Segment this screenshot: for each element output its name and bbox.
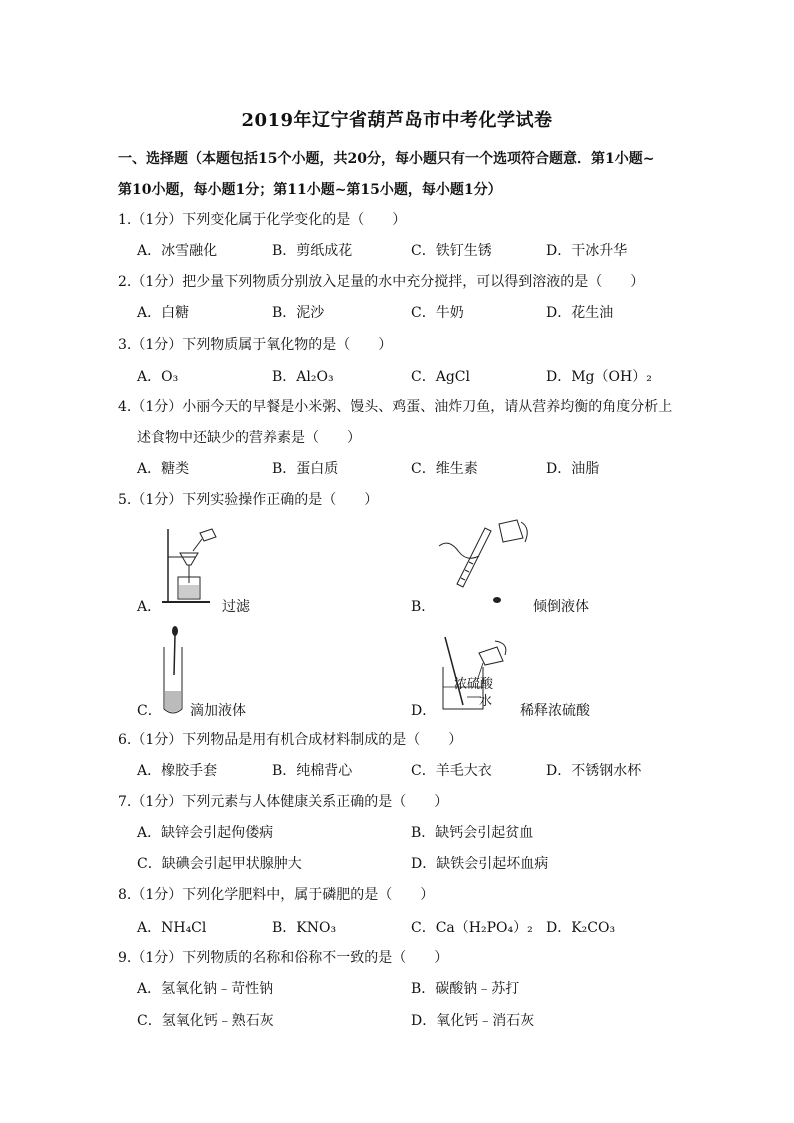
section-heading-line2: 第10小题，每小题1分；第11小题~第15小题，每小题1分） — [118, 182, 502, 198]
question-3-stem: 3.（1分）下列物质属于氧化物的是（ ） — [118, 337, 393, 353]
q5-option-d: D． — [411, 703, 437, 719]
q9-option-b: B．碳酸钠﹣苏打 — [411, 981, 520, 997]
q3-option-a: A．O₃ — [137, 369, 179, 385]
question-6-stem: 6.（1分）下列物品是用有机合成材料制成的是（ ） — [118, 732, 463, 748]
q6-option-d: D．不锈钢水杯 — [546, 763, 642, 779]
q9-option-a: A．氢氧化钠﹣苛性钠 — [137, 981, 274, 997]
q5-fig-label-acid: 浓硫酸 — [454, 677, 494, 692]
question-5-stem: 5.（1分）下列实验操作正确的是（ ） — [118, 492, 379, 508]
q6-option-b: B．纯棉背心 — [272, 763, 353, 779]
question-2-stem: 2.（1分）把少量下列物质分别放入足量的水中充分搅拌，可以得到溶液的是（ ） — [118, 274, 645, 290]
q4-option-b: B．蛋白质 — [272, 461, 339, 477]
q5-caption-b: 倾倒液体 — [533, 599, 589, 615]
q2-option-a: A．白糖 — [137, 305, 190, 321]
q1-option-c: C．铁钉生锈 — [411, 243, 492, 259]
q5-fig-label-water: 水 — [479, 694, 493, 709]
q9-option-d: D．氧化钙﹣消石灰 — [411, 1013, 535, 1029]
q8-option-a: A．NH₄Cl — [137, 920, 207, 936]
q1-option-d: D．干冰升华 — [546, 243, 628, 259]
q6-option-c: C．羊毛大衣 — [411, 763, 492, 779]
q7-option-a: A．缺锌会引起佝偻病 — [137, 825, 274, 841]
q5-option-b: B． — [411, 599, 436, 615]
page-title: 2019年辽宁省葫芦岛市中考化学试卷 — [241, 110, 553, 131]
q1-option-a: A．冰雪融化 — [137, 243, 218, 259]
question-8-stem: 8.（1分）下列化学肥料中，属于磷肥的是（ ） — [118, 887, 435, 903]
q7-option-d: D．缺铁会引起坏血病 — [411, 856, 549, 872]
q1-option-b: B．剪纸成花 — [272, 243, 353, 259]
q5-option-c: C． — [137, 703, 162, 719]
q5-option-a: A． — [137, 599, 162, 615]
q8-option-b: B．KNO₃ — [272, 920, 337, 936]
dropping-liquid-figure — [158, 625, 188, 717]
pouring-liquid-figure — [437, 518, 532, 606]
section-heading-line1: 一、选择题（本题包括15个小题，共20分，每小题只有一个选项符合题意．第1小题~ — [118, 151, 655, 167]
q5-caption-d: 稀释浓硫酸 — [520, 703, 590, 719]
q7-option-c: C．缺碘会引起甲状腺肿大 — [137, 856, 302, 872]
q5-caption-a: 过滤 — [222, 599, 250, 615]
question-1-stem: 1.（1分）下列变化属于化学变化的是（ ） — [118, 212, 407, 228]
q8-option-d: D．K₂CO₃ — [546, 920, 616, 936]
q3-option-c: C．AgCl — [411, 369, 470, 385]
q7-option-b: B．缺钙会引起贫血 — [411, 825, 534, 841]
q8-option-c: C．Ca（H₂PO₄）₂ — [411, 920, 533, 936]
q2-option-b: B．泥沙 — [272, 305, 325, 321]
question-9-stem: 9.（1分）下列物质的名称和俗称不一致的是（ ） — [118, 950, 449, 966]
q2-option-d: D．花生油 — [546, 305, 614, 321]
q4-option-a: A．糖类 — [137, 461, 190, 477]
q3-option-d: D．Mg（OH）₂ — [546, 369, 652, 385]
question-4-stem-line2: 述食物中还缺少的营养素是（ ） — [137, 430, 361, 446]
q4-option-c: C．维生素 — [411, 461, 478, 477]
q9-option-c: C．氢氧化钙﹣熟石灰 — [137, 1013, 274, 1029]
question-4-stem: 4.（1分）小丽今天的早餐是小米粥、馒头、鸡蛋、油炸刀鱼，请从营养均衡的角度分析上 — [118, 399, 673, 415]
q6-option-a: A．橡胶手套 — [137, 763, 218, 779]
question-7-stem: 7.（1分）下列元素与人体健康关系正确的是（ ） — [118, 794, 449, 810]
q3-option-b: B．Al₂O₃ — [272, 369, 334, 385]
q5-caption-c: 滴加液体 — [190, 703, 246, 719]
q2-option-c: C．牛奶 — [411, 305, 464, 321]
filtration-figure — [160, 525, 225, 607]
q4-option-d: D．油脂 — [546, 461, 600, 477]
